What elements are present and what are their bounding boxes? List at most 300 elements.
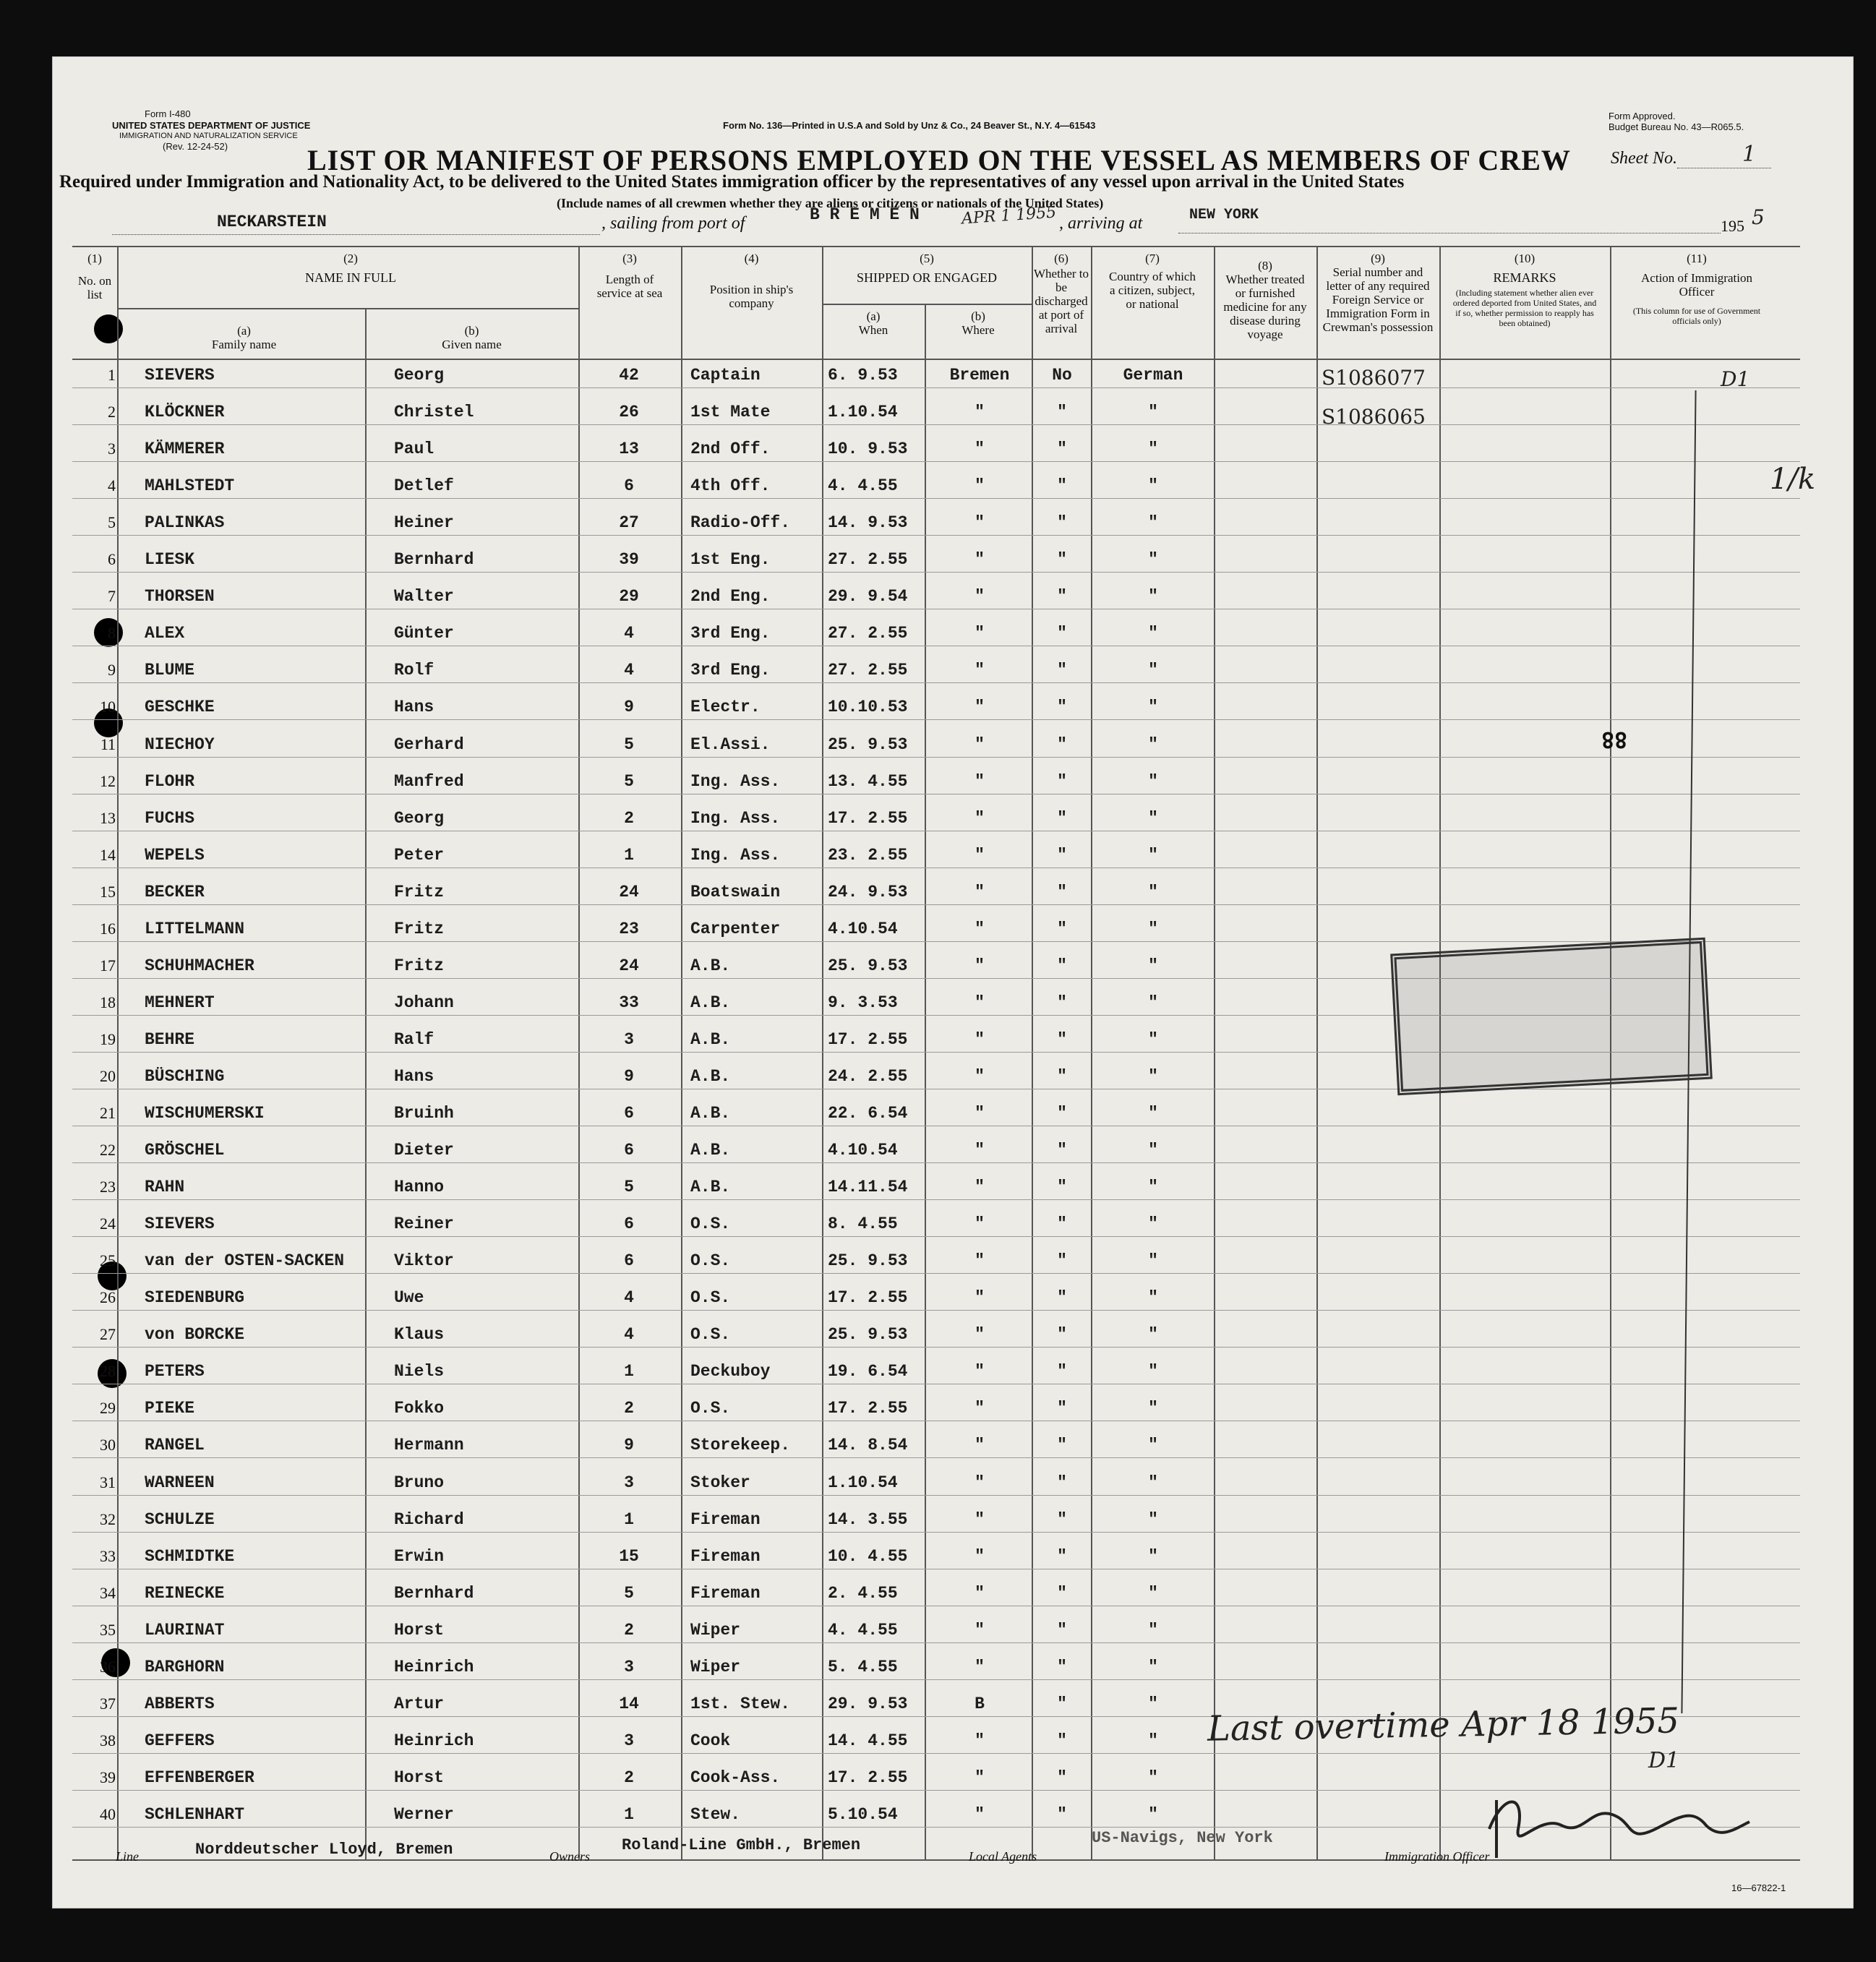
date-engaged: 13. 4.55 [828,771,908,791]
given-name: Bruno [394,1473,445,1492]
row-divider [72,1236,1800,1237]
position: O.S. [690,1325,731,1345]
form-subtitle: Required under Immigration and Nationality Act, to be delivered to the United States immigration officer by the representatives of any vessel upon arrival in the United States [59,172,1405,192]
department: UNITED STATES DEPARTMENT OF JUSTICE [112,120,311,131]
officer-mark-d1-bottom: D1 [1648,1748,1680,1773]
position: Ing. Ass. [690,771,781,791]
given-name: Erwin [394,1546,445,1566]
position: A.B. [690,956,731,975]
family-name: BECKER [145,882,205,901]
nationality: " [1148,624,1158,643]
family-name: LITTELMANN [145,919,245,938]
family-name: WARNEEN [145,1473,215,1492]
row-divider [72,1199,1800,1200]
nationality: " [1148,403,1158,422]
discharge-flag: " [1057,845,1067,865]
row-number: 9 [108,661,116,680]
place-engaged: " [975,624,985,643]
position: Wiper [690,1657,741,1676]
form-number: Form I-480 [145,108,191,119]
discharge-flag: " [1057,1768,1067,1787]
nationality: " [1148,1509,1158,1529]
nationality: " [1148,1768,1158,1787]
given-name: Dieter [394,1141,454,1160]
length-of-service: 27 [619,513,639,533]
row-number: 11 [100,734,116,753]
col1-header: (1) No. on list [77,252,112,301]
nationality: " [1148,587,1158,607]
col5a-header: (a) When [858,309,888,337]
discharge-flag: " [1057,1215,1067,1234]
length-of-service: 3 [624,1473,634,1492]
col7-header: (7) Country of which a citizen, subject, or national [1109,252,1196,311]
row-number: 36 [100,1657,116,1676]
place-engaged: " [975,1399,985,1418]
family-name: BEHRE [145,1029,195,1049]
family-name: KÄMMERER [145,440,225,459]
given-name: Hans [394,698,434,717]
row-number: 12 [100,771,116,790]
nationality: " [1148,476,1158,496]
discharge-flag: No [1052,366,1072,385]
row-number: 27 [100,1325,116,1344]
date-engaged: 10.10.53 [828,698,908,717]
date-engaged: 25. 9.53 [828,1251,908,1271]
row-number: 15 [100,882,116,901]
given-name: Rolf [394,661,434,680]
sailing-label: , sailing from port of [601,214,745,233]
family-name: NIECHOY [145,734,215,754]
position: A.B. [690,1104,731,1123]
family-name: SCHUHMACHER [145,956,254,975]
given-name: Klaus [394,1325,445,1345]
given-name: Georg [394,808,445,828]
nationality: " [1148,1731,1158,1750]
row-number: 3 [108,440,116,458]
place-engaged: " [975,1546,985,1566]
position: Radio-Off. [690,513,791,533]
row-divider [72,572,1800,573]
given-name: Viktor [394,1251,454,1271]
sheet-number: 1 [1742,142,1757,167]
discharge-flag: " [1057,1141,1067,1160]
row-divider [72,1495,1800,1496]
discharge-flag: " [1057,1288,1067,1308]
place-engaged: " [975,440,985,459]
discharge-flag: " [1057,1657,1067,1676]
discharge-flag: " [1057,1251,1067,1271]
arrival-port: NEW YORK [1189,207,1259,223]
position: Carpenter [690,919,781,938]
date-engaged: 27. 2.55 [828,550,908,570]
given-name: Ralf [394,1029,434,1049]
position: O.S. [690,1288,731,1308]
row-number: 34 [100,1583,116,1602]
col4-header: (4) Position in ship's company [709,252,794,310]
discharge-flag: " [1057,771,1067,791]
row-divider [72,1273,1800,1274]
row-number: 37 [100,1694,116,1713]
punch-hole [94,314,123,343]
family-name: GEFFERS [145,1731,215,1750]
place-engaged: " [975,1178,985,1197]
service: IMMIGRATION AND NATURALIZATION SERVICE [119,132,298,140]
given-name: Gerhard [394,734,464,754]
length-of-service: 2 [624,808,634,828]
family-name: GESCHKE [145,698,215,717]
discharge-flag: " [1057,1694,1067,1713]
nationality: " [1148,1288,1158,1308]
officer-label: Immigration Officer [1384,1849,1490,1864]
length-of-service: 6 [624,1251,634,1271]
col11-header: (11) Action of Immigration Officer (This column for use of Government officials only) [1632,252,1761,326]
family-name: BARGHORN [145,1657,225,1676]
nationality: " [1148,1178,1158,1197]
sheet-label: Sheet No. [1611,149,1677,168]
place-engaged: " [975,587,985,607]
position: Fireman [690,1546,761,1566]
date-engaged: 27. 2.55 [828,624,908,643]
discharge-flag: " [1057,476,1067,496]
family-name: van der OSTEN-SACKEN [145,1251,345,1271]
place-engaged: " [975,1509,985,1529]
row-divider [72,682,1800,683]
length-of-service: 2 [624,1620,634,1640]
row-number: 31 [100,1473,116,1491]
officer-signature [1475,1786,1764,1865]
family-name: SIEVERS [145,366,215,385]
row-divider [72,1310,1800,1311]
col10-header: (10) REMARKS (Including statement whether alien ever ordered deported from United States, and if so, whether permission to reapply has been obtained) [1452,252,1597,328]
position: Stoker [690,1473,750,1492]
given-name: Georg [394,366,445,385]
nationality: " [1148,882,1158,901]
place-engaged: " [975,476,985,496]
place-engaged: " [975,1620,985,1640]
row-number: 14 [100,845,116,864]
place-engaged: " [975,1215,985,1234]
row-number: 24 [100,1215,116,1233]
position: Captain [690,366,761,385]
row-number: 35 [100,1620,116,1639]
discharge-flag: " [1057,734,1067,754]
row-number: 10 [100,698,116,716]
length-of-service: 5 [624,1583,634,1603]
length-of-service: 24 [619,956,639,975]
nationality: " [1148,513,1158,533]
printer-line: Form No. 136—Printed in U.S.A and Sold by Unz & Co., 24 Beaver St., N.Y. 4—61543 [723,120,1096,131]
position: Storekeep. [690,1436,791,1455]
discharge-flag: " [1057,624,1067,643]
family-name: SCHLENHART [145,1804,245,1824]
date-engaged: 29. 9.54 [828,587,908,607]
given-name: Hans [394,1066,434,1086]
family-name: RANGEL [145,1436,205,1455]
date-engaged: 9. 3.53 [828,993,898,1012]
length-of-service: 9 [624,698,634,717]
table-top-rule [72,246,1800,247]
position: Boatswain [690,882,781,901]
family-name: SCHULZE [145,1509,215,1529]
place-engaged: " [975,919,985,938]
discharge-flag: " [1057,440,1067,459]
nationality: " [1148,993,1158,1012]
given-name: Fritz [394,882,445,901]
place-engaged: " [975,1141,985,1160]
date-engaged: 19. 6.54 [828,1362,908,1381]
col2a-header: (a) Family name [211,324,277,351]
length-of-service: 24 [619,882,639,901]
given-name: Bernhard [394,1583,474,1603]
given-name: Detlef [394,476,454,496]
nationality: " [1148,1546,1158,1566]
row-number: 23 [100,1178,116,1196]
col2b-header: (b) Given name [442,324,502,351]
length-of-service: 3 [624,1731,634,1750]
given-name: Peter [394,845,445,865]
position: Wiper [690,1620,741,1640]
place-engaged: " [975,1804,985,1824]
given-name: Hanno [394,1178,445,1197]
place-engaged: " [975,882,985,901]
length-of-service: 4 [624,624,634,643]
family-name: MEHNERT [145,993,215,1012]
date-engaged: 1.10.54 [828,403,898,422]
family-name: PETERS [145,1362,205,1381]
length-of-service: 1 [624,1509,634,1529]
line-label: Line [116,1849,140,1864]
date-engaged: 25. 9.53 [828,1325,908,1345]
date-engaged: 14. 4.55 [828,1731,908,1750]
row-number: 19 [100,1029,116,1048]
row-number: 7 [108,587,116,606]
family-name: ALEX [145,624,185,643]
sailing-date-stamp: APR 1 1955 [961,203,1057,228]
place-engaged: " [975,698,985,717]
discharge-flag: " [1057,808,1067,828]
given-name: Heinrich [394,1731,474,1750]
given-name: Günter [394,624,454,643]
place-engaged: " [975,661,985,680]
given-name: Bruinh [394,1104,454,1123]
length-of-service: 1 [624,1362,634,1381]
family-name: RAHN [145,1178,185,1197]
discharge-flag: " [1057,1546,1067,1566]
position: 1st. Stew. [690,1694,791,1713]
place-engaged: " [975,1583,985,1603]
form-approved: Form Approved. [1609,111,1676,121]
nationality: " [1148,845,1158,865]
date-engaged: 17. 2.55 [828,1399,908,1418]
place-engaged: " [975,1768,985,1787]
col9-header: (9) Serial number and letter of any required Foreign Service or Immigration Form in Crewman's possession [1322,252,1434,334]
date-engaged: 10. 4.55 [828,1546,908,1566]
family-name: ABBERTS [145,1694,215,1713]
date-engaged: 14. 8.54 [828,1436,908,1455]
nationality: " [1148,1104,1158,1123]
nationality: " [1148,1804,1158,1824]
table-header-rule [72,359,1800,360]
place-engaged: " [975,403,985,422]
discharge-flag: " [1057,919,1067,938]
family-name: SIEVERS [145,1215,215,1234]
position: 2nd Off. [690,440,771,459]
given-name: Fritz [394,956,445,975]
given-name: Fokko [394,1399,445,1418]
date-engaged: 29. 9.53 [828,1694,908,1713]
length-of-service: 9 [624,1436,634,1455]
family-name: FUCHS [145,808,195,828]
date-engaged: 14. 9.53 [828,513,908,533]
nationality: " [1148,1029,1158,1049]
discharge-flag: " [1057,1436,1067,1455]
length-of-service: 6 [624,1215,634,1234]
rubber-stamp [1390,938,1713,1096]
given-name: Fritz [394,919,445,938]
discharge-flag: " [1057,403,1067,422]
row-number: 18 [100,993,116,1011]
row-number: 29 [100,1399,116,1418]
family-name: SCHMIDTKE [145,1546,235,1566]
given-name: Richard [394,1509,464,1529]
serial-row-2: S1086065 [1322,405,1426,429]
length-of-service: 6 [624,1141,634,1160]
row-divider [72,387,1800,388]
place-engaged: " [975,1362,985,1381]
date-engaged: 25. 9.53 [828,734,908,754]
date-engaged: 17. 2.55 [828,1029,908,1049]
family-name: REINECKE [145,1583,225,1603]
date-engaged: 17. 2.55 [828,808,908,828]
length-of-service: 42 [619,366,639,385]
length-of-service: 3 [624,1657,634,1676]
row-divider [72,1347,1800,1348]
nationality: " [1148,1657,1158,1676]
nationality: " [1148,440,1158,459]
row-number: 1 [108,366,116,384]
position: Ing. Ass. [690,845,781,865]
length-of-service: 2 [624,1768,634,1787]
family-name: SIEDENBURG [145,1288,245,1308]
family-name: PIEKE [145,1399,195,1418]
date-engaged: 22. 6.54 [828,1104,908,1123]
given-name: Niels [394,1362,445,1381]
given-name: Artur [394,1694,445,1713]
form-title: LIST OR MANIFEST OF PERSONS EMPLOYED ON THE VESSEL AS MEMBERS OF CREW [307,144,1571,176]
row-number: 2 [108,403,116,421]
discharge-flag: " [1057,513,1067,533]
row-number: 8 [108,624,116,643]
officer-initials: 1/k [1770,463,1816,496]
date-engaged: 14.11.54 [828,1178,908,1197]
date-engaged: 6. 9.53 [828,366,898,385]
length-of-service: 13 [619,440,639,459]
nationality: " [1148,1473,1158,1492]
row-number: 40 [100,1804,116,1823]
col5b-header: (b) Where [961,309,995,337]
place-engaged: " [975,1288,985,1308]
position: A.B. [690,1066,731,1086]
place-engaged: " [975,1104,985,1123]
place-engaged: " [975,1657,985,1676]
discharge-flag: " [1057,1399,1067,1418]
row-number: 39 [100,1768,116,1786]
row-number: 25 [100,1251,116,1270]
length-of-service: 4 [624,1288,634,1308]
row-number: 33 [100,1546,116,1565]
position: 1st Mate [690,403,771,422]
place-engaged: " [975,808,985,828]
family-name: BLUME [145,661,195,680]
discharge-flag: " [1057,1620,1067,1640]
discharge-flag: " [1057,1178,1067,1197]
date-engaged: 5.10.54 [828,1804,898,1824]
row-number: 22 [100,1141,116,1160]
nationality: " [1148,956,1158,975]
date-engaged: 27. 2.55 [828,661,908,680]
serial-row-1: S1086077 [1322,366,1426,390]
form-subtitle-2: (Include names of all crewmen whether they are aliens or citizens or nationals of the United States) [557,196,1104,210]
last-overtime-note: Last overtime Apr 18 1955 [1207,1700,1680,1749]
date-engaged: 4.10.54 [828,919,898,938]
position: A.B. [690,1141,731,1160]
discharge-flag: " [1057,1804,1067,1824]
position: Fireman [690,1583,761,1603]
discharge-flag: " [1057,550,1067,570]
row-number: 28 [100,1362,116,1381]
year-suffix: 5 [1752,205,1765,229]
row-number: 6 [108,550,116,569]
position: Electr. [690,698,761,717]
col8-header: (8) Whether treated or furnished medicine for any disease during voyage [1223,259,1307,341]
family-name: WEPELS [145,845,205,865]
position: Deckuboy [690,1362,771,1381]
nationality: " [1148,1325,1158,1345]
place-engaged: " [975,1731,985,1750]
place-engaged: " [975,734,985,754]
length-of-service: 23 [619,919,639,938]
given-name: Bernhard [394,550,474,570]
nationality: " [1148,1436,1158,1455]
date-engaged: 10. 9.53 [828,440,908,459]
row-number: 38 [100,1731,116,1749]
nationality: " [1148,550,1158,570]
row-divider [72,1532,1800,1533]
place-engaged: " [975,1066,985,1086]
row-number: 13 [100,808,116,827]
discharge-flag: " [1057,1104,1067,1123]
position: O.S. [690,1251,731,1271]
length-of-service: 1 [624,1804,634,1824]
row-number: 26 [100,1288,116,1307]
length-of-service: 29 [619,587,639,607]
position: 3rd Eng. [690,661,771,680]
place-engaged: " [975,513,985,533]
officer-mark-d1: D1 [1721,367,1750,391]
row-number: 30 [100,1436,116,1455]
place-engaged: " [975,993,985,1012]
length-of-service: 5 [624,734,634,754]
discharge-flag: " [1057,1029,1067,1049]
given-name: Heiner [394,513,454,533]
place-engaged: B [975,1694,985,1713]
nationality: " [1148,1215,1158,1234]
row-divider [72,1679,1800,1680]
place-engaged: " [975,1436,985,1455]
nationality: " [1148,1362,1158,1381]
row-number: 16 [100,919,116,938]
length-of-service: 6 [624,476,634,496]
